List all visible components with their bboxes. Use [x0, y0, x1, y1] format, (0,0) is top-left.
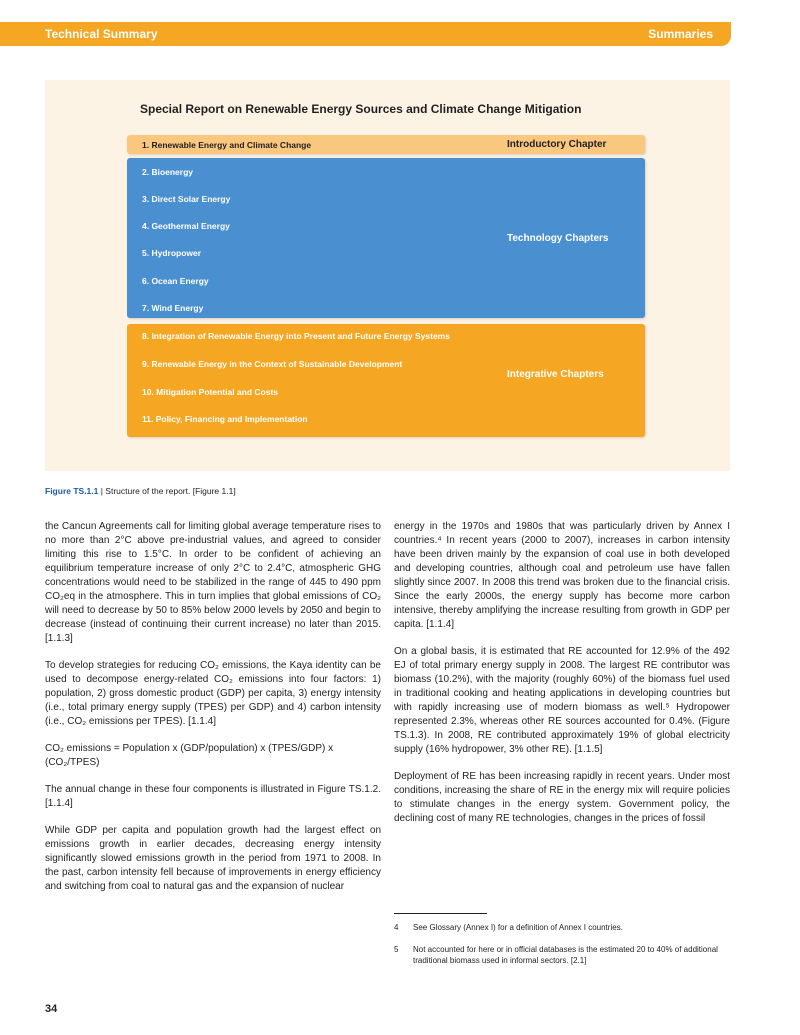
paragraph: To develop strategies for reducing CO₂ emissions, the Kaya identity can be used to decompose energy-related CO₂ emissions into four factors: 1) population, 2) gross domestic product (GDP) per capita, 3) energy intensity (i.e., total primary energy supply (TPES) per GDP) and 4) carbon intensity (i.e., CO₂ emissions per TPES). [1.1.4]: [45, 660, 381, 727]
chapter-item: 2. Bioenergy: [142, 167, 194, 177]
kaya-equation: CO₂ emissions = Population x (GDP/population) x (TPES/GDP) x (CO₂/TPES): [45, 743, 334, 768]
chapter-item: 6. Ocean Energy: [142, 276, 209, 286]
footnote-text: Not accounted for here or in official databases is the estimated 20 to 40% of additional traditional biomass used in informal sectors. [2.1]: [413, 945, 718, 965]
paragraph: On a global basis, it is estimated that RE accounted for 12.9% of the 492 EJ of total primary energy supply in 2008. The largest RE contributor was biomass (10.2%), with the majority (roughly 60%) of the biomass fuel used in traditional cooking and heating applications in developing countries but with rapidly increasing use of modern biomass as well.⁵ Hydropower represented 2.3%, whereas other RE sources accounted for 0.4%. (Figure TS.1.3). In 2008, RE contributed approximately 19% of global electricity supply (16% hydropower, 3% other RE). [1.1.5]: [394, 646, 730, 755]
paragraph: The annual change in these four components is illustrated in Figure TS.1.2. [1.1.4]: [45, 784, 381, 809]
footnote: [394, 944, 730, 966]
footnote-number: 5: [394, 945, 399, 954]
caption-label: Figure TS.1.1: [45, 486, 99, 496]
chapter-item: 10. Mitigation Potential and Costs: [142, 387, 279, 397]
chapter-item: 5. Hydropower: [142, 248, 202, 258]
paragraph: While GDP per capita and population growth had the largest effect on emissions growth in earlier decades, decreasing energy intensity significantly slowed emissions growth in the period from 1971 to 2008. In the past, carbon intensity fell because of improvements in energy efficiency and switching from coal to natural gas and the expansion of nuclear: [45, 825, 381, 892]
chapter-item: 11. Policy, Financing and Implementation: [142, 414, 308, 424]
technology-band: [127, 158, 645, 318]
right-column: [394, 520, 730, 839]
page-number: 34: [45, 1003, 58, 1015]
introductory-band: [127, 135, 645, 154]
introductory-label: Introductory Chapter: [507, 139, 607, 150]
chapter-item: 9. Renewable Energy in the Context of Sustainable Development: [142, 359, 403, 369]
chapter-item: 3. Direct Solar Energy: [142, 194, 231, 204]
running-header: [0, 22, 731, 46]
chapter-item: 7. Wind Energy: [142, 303, 204, 313]
footnote: [394, 922, 730, 933]
caption-text: | Structure of the report. [Figure 1.1]: [98, 486, 236, 496]
figure-caption: [45, 486, 236, 496]
footnote-number: 4: [394, 923, 399, 932]
paragraph: the Cancun Agreements call for limiting global average temperature rises to no more than 2°C above pre-industrial values, and agreed to consider limiting this rise to 1.5°C. In order to be confident of achieving an equilibrium temperature increase of only 2°C to 2.4°C, atmospheric GHG concentrations would need to be stabilized in the range of 445 to 490 ppm CO₂eq in the atmosphere. This in turn implies that global emissions of CO₂ will need to decrease by 50 to 85% below 2000 levels by 2050 and begin to decrease (instead of continuing their current increase) no later than 2015. [1.1.3]: [45, 521, 381, 644]
integrative-label: Integrative Chapters: [507, 369, 604, 380]
chapter-item: 8. Integration of Renewable Energy into Present and Future Energy Systems: [142, 331, 450, 341]
integrative-band: [127, 324, 645, 437]
figure-structure-diagram: [45, 80, 730, 471]
header-section-title: Technical Summary: [45, 27, 158, 41]
technology-label: Technology Chapters: [507, 233, 609, 244]
header-part-title: Summaries: [648, 27, 713, 41]
left-column: [45, 520, 381, 907]
paragraph: Deployment of RE has been increasing rapidly in recent years. Under most conditions, increasing the share of RE in the energy mix will require policies to stimulate changes in the energy system. Government policy, the declining cost of many RE technologies, changes in the prices of fossil: [394, 771, 730, 824]
chapter-item: 4. Geothermal Energy: [142, 221, 230, 231]
paragraph: energy in the 1970s and 1980s that was particularly driven by Annex I countries.⁴ In recent years (2000 to 2007), increases in carbon intensity have been driven mainly by the expansion of coal use in both developed and developing countries, although coal and petroleum use have fallen slightly since 2007. In 2008 this trend was broken due to the financial crisis. Since the early 2000s, the energy supply has become more carbon intensive, thereby amplifying the increase resulting from growth in GDP per capita. [1.1.4]: [394, 521, 730, 630]
footnote-text: See Glossary (Annex I) for a definition of Annex I countries.: [413, 923, 623, 932]
figure-title: Special Report on Renewable Energy Sources and Climate Change Mitigation: [140, 102, 582, 116]
footnote-divider: [394, 913, 487, 914]
chapter-item: 1. Renewable Energy and Climate Change: [142, 140, 312, 150]
